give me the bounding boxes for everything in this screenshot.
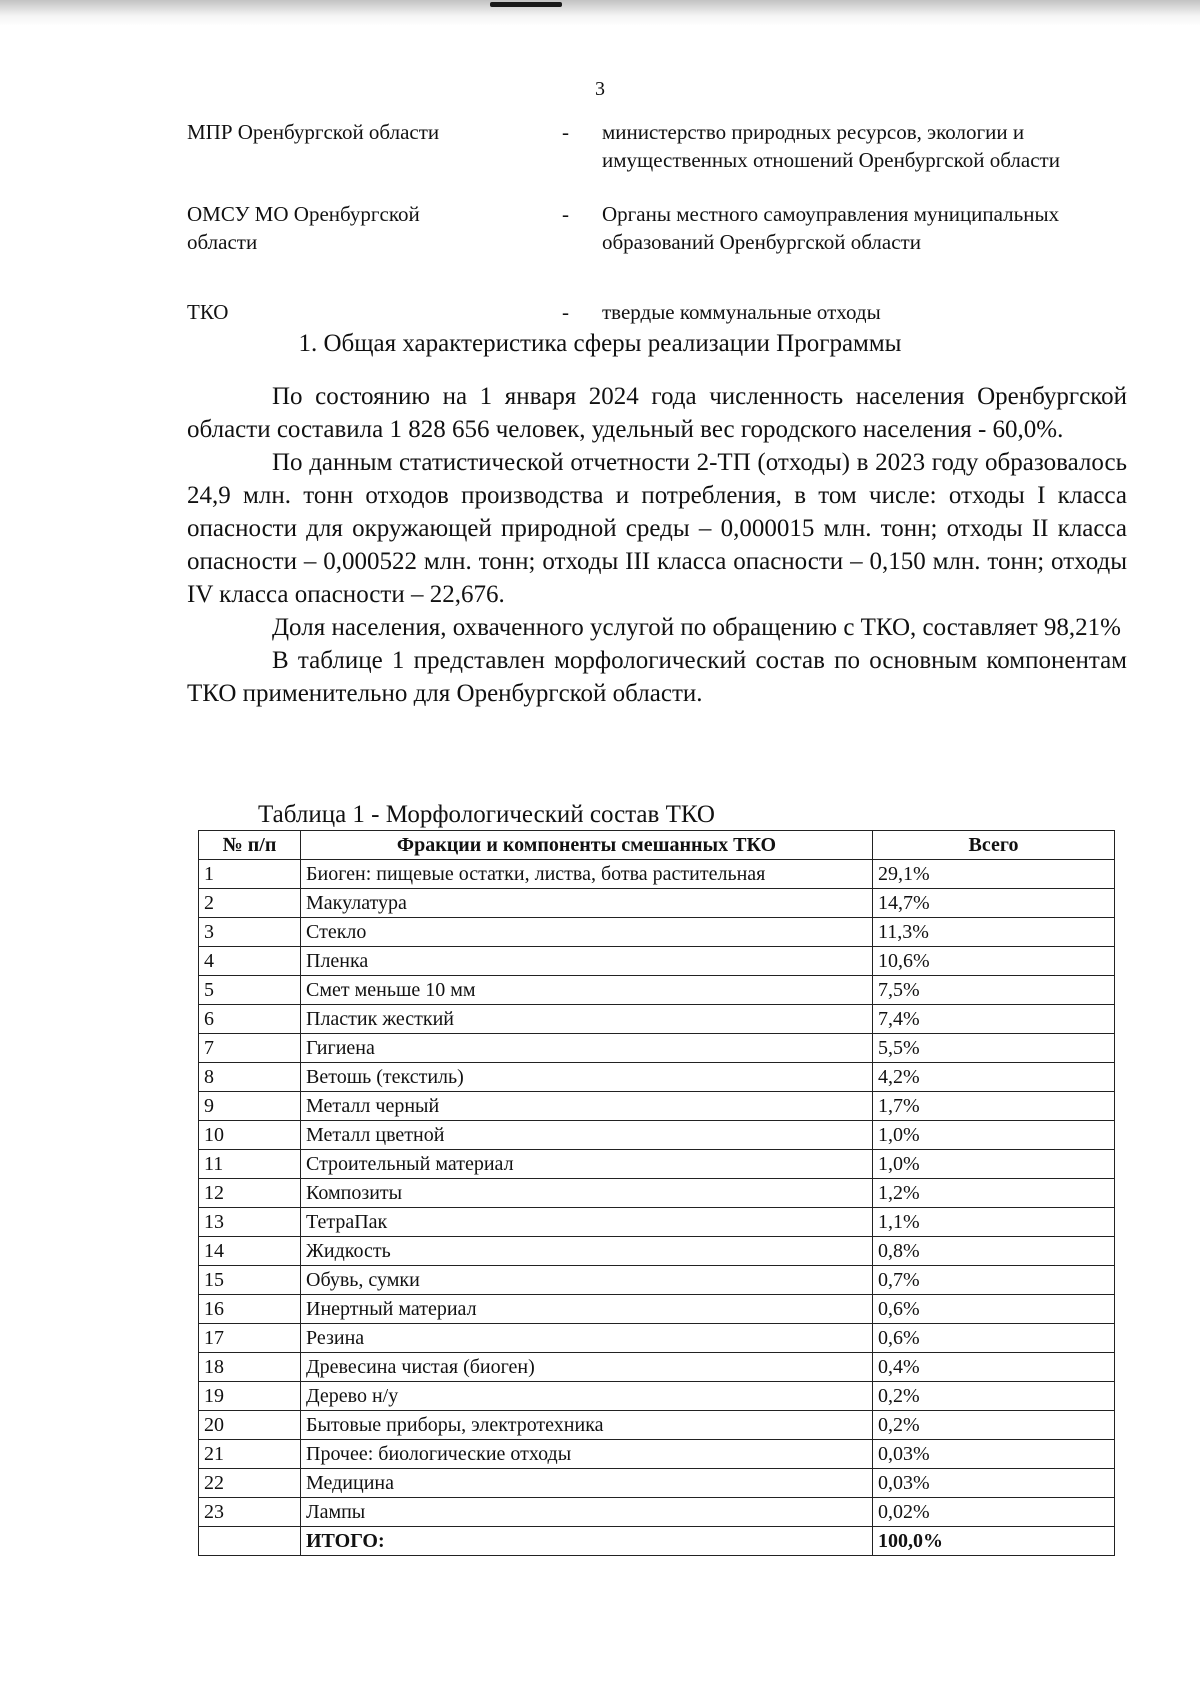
header-fraction: Фракции и компоненты смешанных ТКО <box>301 831 873 860</box>
cell-percent: 11,3% <box>873 918 1115 947</box>
cell-percent: 0,6% <box>873 1295 1115 1324</box>
table-row <box>199 860 1115 889</box>
cell-fraction: Стекло <box>301 918 873 947</box>
cell-number: 7 <box>199 1034 301 1063</box>
abbreviation-row <box>187 200 1117 256</box>
cell-number: 5 <box>199 976 301 1005</box>
paragraph: По состоянию на 1 января 2024 года численность населения Оренбургской области составила 1 828 656 человек, удельный вес городского населения - 60,0%. <box>187 383 1127 443</box>
cell-percent: 1,7% <box>873 1092 1115 1121</box>
cell-percent: 1,1% <box>873 1208 1115 1237</box>
cell-number: 23 <box>199 1498 301 1527</box>
header-number: № п/п <box>199 831 301 860</box>
table-row <box>199 1121 1115 1150</box>
cell-number: 12 <box>199 1179 301 1208</box>
table-row <box>199 1353 1115 1382</box>
cell-number: 8 <box>199 1063 301 1092</box>
total-label: ИТОГО: <box>301 1527 873 1556</box>
table-row <box>199 918 1115 947</box>
table-header-row <box>199 831 1115 860</box>
cell-percent: 4,2% <box>873 1063 1115 1092</box>
table-row <box>199 1005 1115 1034</box>
scan-edge-artifact <box>0 0 1200 26</box>
cell-fraction: Резина <box>301 1324 873 1353</box>
cell-number: 19 <box>199 1382 301 1411</box>
abbreviation-dash: - <box>562 300 569 324</box>
paragraph: В таблице 1 представлен морфологический состав по основным компонентам ТКО применительно для Оренбургской области. <box>187 647 1127 707</box>
table-row <box>199 1266 1115 1295</box>
abbreviation-term: МПР Оренбургской области <box>187 120 440 144</box>
cell-number: 6 <box>199 1005 301 1034</box>
cell-percent: 5,5% <box>873 1034 1115 1063</box>
cell-fraction: Металл черный <box>301 1092 873 1121</box>
cell-number: 17 <box>199 1324 301 1353</box>
table-row <box>199 1295 1115 1324</box>
table-row <box>199 1440 1115 1469</box>
cell-number: 21 <box>199 1440 301 1469</box>
table-total-row <box>199 1527 1115 1556</box>
table-caption: Таблица 1 - Морфологический состав ТКО <box>258 801 715 828</box>
table-row <box>199 1498 1115 1527</box>
cell-fraction: Пластик жесткий <box>301 1005 873 1034</box>
cell-fraction: Пленка <box>301 947 873 976</box>
cell-number: 16 <box>199 1295 301 1324</box>
cell-fraction: Биоген: пищевые остатки, листва, ботва растительная <box>301 860 873 889</box>
cell-fraction: Инертный материал <box>301 1295 873 1324</box>
section-title: 1. Общая характеристика сферы реализации Программы <box>298 330 902 357</box>
cell-percent: 29,1% <box>873 860 1115 889</box>
cell-number: 22 <box>199 1469 301 1498</box>
cell-percent: 0,2% <box>873 1411 1115 1440</box>
paragraph: Доля населения, охваченного услугой по обращению с ТКО, составляет 98,21% <box>272 614 1121 641</box>
cell-percent: 1,0% <box>873 1121 1115 1150</box>
page-number: 3 <box>595 78 605 100</box>
cell-number: 15 <box>199 1266 301 1295</box>
scan-mark <box>490 2 562 7</box>
table-row <box>199 1237 1115 1266</box>
cell-percent: 0,03% <box>873 1440 1115 1469</box>
cell-fraction: Лампы <box>301 1498 873 1527</box>
cell-fraction: Бытовые приборы, электротехника <box>301 1411 873 1440</box>
body-text <box>187 380 1127 710</box>
cell-number: 1 <box>199 860 301 889</box>
cell-number: 4 <box>199 947 301 976</box>
cell-number: 10 <box>199 1121 301 1150</box>
cell-number: 3 <box>199 918 301 947</box>
cell-fraction: Древесина чистая (биоген) <box>301 1353 873 1382</box>
cell-percent: 1,0% <box>873 1150 1115 1179</box>
cell-number: 11 <box>199 1150 301 1179</box>
abbreviation-dash: - <box>562 120 569 144</box>
abbreviation-term: ТКО <box>187 300 229 324</box>
cell-fraction: Прочее: биологические отходы <box>301 1440 873 1469</box>
abbreviation-dash: - <box>562 202 569 226</box>
abbreviation-definition: министерство природных ресурсов, экологии и имущественных отношений Оренбургской области <box>602 120 1060 172</box>
table-body <box>199 860 1115 1556</box>
table-row <box>199 1411 1115 1440</box>
table-row <box>199 976 1115 1005</box>
cell-fraction: Смет меньше 10 мм <box>301 976 873 1005</box>
cell-number: 20 <box>199 1411 301 1440</box>
header-total: Всего <box>873 831 1115 860</box>
cell-percent: 1,2% <box>873 1179 1115 1208</box>
cell-fraction: ТетраПак <box>301 1208 873 1237</box>
abbreviation-definition: твердые коммунальные отходы <box>602 300 881 324</box>
abbreviation-term: ОМСУ МО Оренбургской области <box>187 202 420 254</box>
cell-percent: 0,03% <box>873 1469 1115 1498</box>
table-row <box>199 1034 1115 1063</box>
cell-number: 2 <box>199 889 301 918</box>
table-row <box>199 1469 1115 1498</box>
cell-percent: 0,2% <box>873 1382 1115 1411</box>
cell-fraction: Медицина <box>301 1469 873 1498</box>
cell-percent: 0,4% <box>873 1353 1115 1382</box>
cell-number: 13 <box>199 1208 301 1237</box>
table-row <box>199 1179 1115 1208</box>
total-value: 100,0% <box>873 1527 1115 1556</box>
cell-percent: 0,02% <box>873 1498 1115 1527</box>
total-number <box>199 1527 301 1556</box>
abbreviation-definition: Органы местного самоуправления муниципальных образований Оренбургской области <box>602 202 1060 254</box>
table-row <box>199 1324 1115 1353</box>
abbreviation-row <box>187 118 1117 174</box>
cell-fraction: Гигиена <box>301 1034 873 1063</box>
morphology-table <box>198 830 1115 1556</box>
cell-number: 9 <box>199 1092 301 1121</box>
table-row <box>199 1063 1115 1092</box>
cell-percent: 10,6% <box>873 947 1115 976</box>
cell-fraction: Макулатура <box>301 889 873 918</box>
table-row <box>199 1208 1115 1237</box>
table-row <box>199 1382 1115 1411</box>
cell-number: 14 <box>199 1237 301 1266</box>
abbreviation-row <box>187 298 1117 326</box>
cell-percent: 7,5% <box>873 976 1115 1005</box>
cell-percent: 14,7% <box>873 889 1115 918</box>
table-row <box>199 889 1115 918</box>
cell-fraction: Композиты <box>301 1179 873 1208</box>
cell-percent: 0,8% <box>873 1237 1115 1266</box>
cell-percent: 7,4% <box>873 1005 1115 1034</box>
cell-fraction: Жидкость <box>301 1237 873 1266</box>
cell-percent: 0,7% <box>873 1266 1115 1295</box>
cell-fraction: Ветошь (текстиль) <box>301 1063 873 1092</box>
table-row <box>199 1150 1115 1179</box>
cell-fraction: Строительный материал <box>301 1150 873 1179</box>
cell-fraction: Обувь, сумки <box>301 1266 873 1295</box>
cell-percent: 0,6% <box>873 1324 1115 1353</box>
table-row <box>199 947 1115 976</box>
cell-number: 18 <box>199 1353 301 1382</box>
cell-fraction: Металл цветной <box>301 1121 873 1150</box>
paragraph: По данным статистической отчетности 2-ТП (отходы) в 2023 году образовалось 24,9 млн. тонн отходов производства и потребления, в том числе: отходы I класса опасности для окружающей природной среды – 0,000015 млн. тонн; отходы II класса опасности – 0,000522 млн. тонн; отходы III класса опасности – 0,150 млн. тонн; отходы IV класса опасности – 22,676. <box>187 449 1127 608</box>
cell-fraction: Дерево н/у <box>301 1382 873 1411</box>
table-row <box>199 1092 1115 1121</box>
